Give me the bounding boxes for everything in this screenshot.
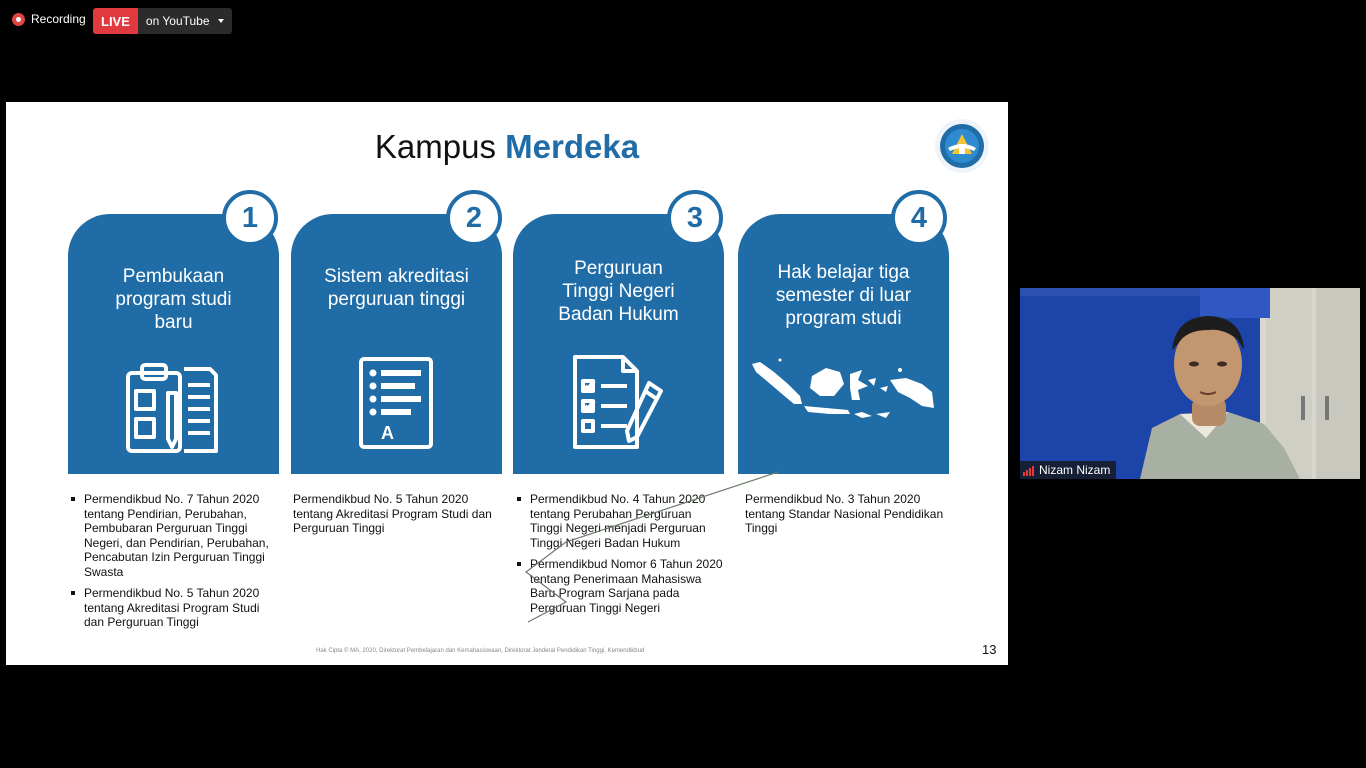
recording-indicator bbox=[12, 12, 86, 26]
live-platform-label: on YouTube bbox=[145, 14, 210, 28]
card-3-title: Perguruan Tinggi Negeri Badan Hukum bbox=[558, 258, 679, 325]
notes-4 bbox=[745, 492, 945, 536]
list-item: Permendikbud No. 4 Tahun 2020 tentang Perubahan Perguruan Tinggi Negeri menjadi Perguruan Tinggi Negeri Badan Hukum bbox=[530, 492, 726, 550]
participant-video-frame bbox=[1020, 288, 1360, 479]
list-item: Permendikbud No. 7 Tahun 2020 tentang Pendirian, Perubahan, Pembubaran Perguruan Tinggi Negeri, dan Pendirian, Perubahan, Pencabutan Izin Perguruan Tinggi Swasta bbox=[84, 492, 280, 579]
card-2-title: Sistem akreditasi perguruan tinggi bbox=[324, 266, 469, 310]
card-4-title: Hak belajar tiga semester di luar program studi bbox=[775, 262, 912, 329]
card-4-number: 4 bbox=[891, 190, 947, 246]
notes-2 bbox=[293, 492, 493, 536]
card-1 bbox=[68, 201, 279, 474]
kemendikbud-logo bbox=[934, 118, 990, 174]
signal-strength-icon bbox=[1023, 465, 1034, 476]
indonesia-map-icon bbox=[750, 356, 936, 428]
card-1-number: 1 bbox=[222, 190, 278, 246]
card-1-title: Pembukaan program studi baru bbox=[115, 266, 232, 333]
slide-title bbox=[6, 128, 1008, 166]
list-item: Permendikbud Nomor 6 Tahun 2020 tentang Penerimaan Mahasiswa Baru Program Sarjana pada Perguruan Tinggi Negeri bbox=[530, 557, 726, 615]
recording-label: Recording bbox=[31, 12, 86, 26]
notes-1 bbox=[70, 492, 280, 637]
notes-3 bbox=[516, 492, 726, 622]
card-4 bbox=[738, 201, 949, 474]
participant-name: Nizam Nizam bbox=[1039, 463, 1111, 477]
card-2 bbox=[291, 201, 502, 474]
card-2-number: 2 bbox=[446, 190, 502, 246]
live-stream-button[interactable] bbox=[93, 8, 232, 34]
notes-4-text: Permendikbud No. 3 Tahun 2020 tentang Standar Nasional Pendidikan Tinggi bbox=[745, 492, 944, 535]
live-badge: LIVE bbox=[93, 8, 138, 34]
slide-page-number: 13 bbox=[982, 642, 997, 657]
record-icon bbox=[12, 13, 25, 26]
shared-slide bbox=[6, 102, 1008, 665]
list-item: Permendikbud No. 5 Tahun 2020 tentang Akreditasi Program Studi dan Perguruan Tinggi bbox=[84, 586, 280, 630]
slide-title-highlight: Merdeka bbox=[505, 128, 640, 165]
card-3 bbox=[513, 201, 724, 474]
svg-text:A: A bbox=[381, 423, 394, 443]
slide-footer: Hak Cipta © MA, 2020, Direktorat Pembelajaran dan Kemahasiswaan, Direktorat Jenderal Pendidikan Tinggi, Kemendikbud bbox=[316, 648, 645, 654]
participant-video[interactable] bbox=[1020, 288, 1360, 479]
live-platform-dropdown[interactable] bbox=[138, 8, 232, 34]
card-3-number: 3 bbox=[667, 190, 723, 246]
clipboard-document-icon bbox=[122, 359, 218, 455]
checklist-pen-icon bbox=[571, 353, 667, 453]
accreditation-form-icon bbox=[357, 355, 435, 451]
participant-name-tag bbox=[1020, 461, 1116, 479]
notes-2-text: Permendikbud No. 5 Tahun 2020 tentang Akreditasi Program Studi dan Perguruan Tinggi bbox=[293, 492, 492, 535]
slide-title-plain: Kampus bbox=[374, 128, 496, 165]
caret-down-icon bbox=[218, 19, 224, 23]
